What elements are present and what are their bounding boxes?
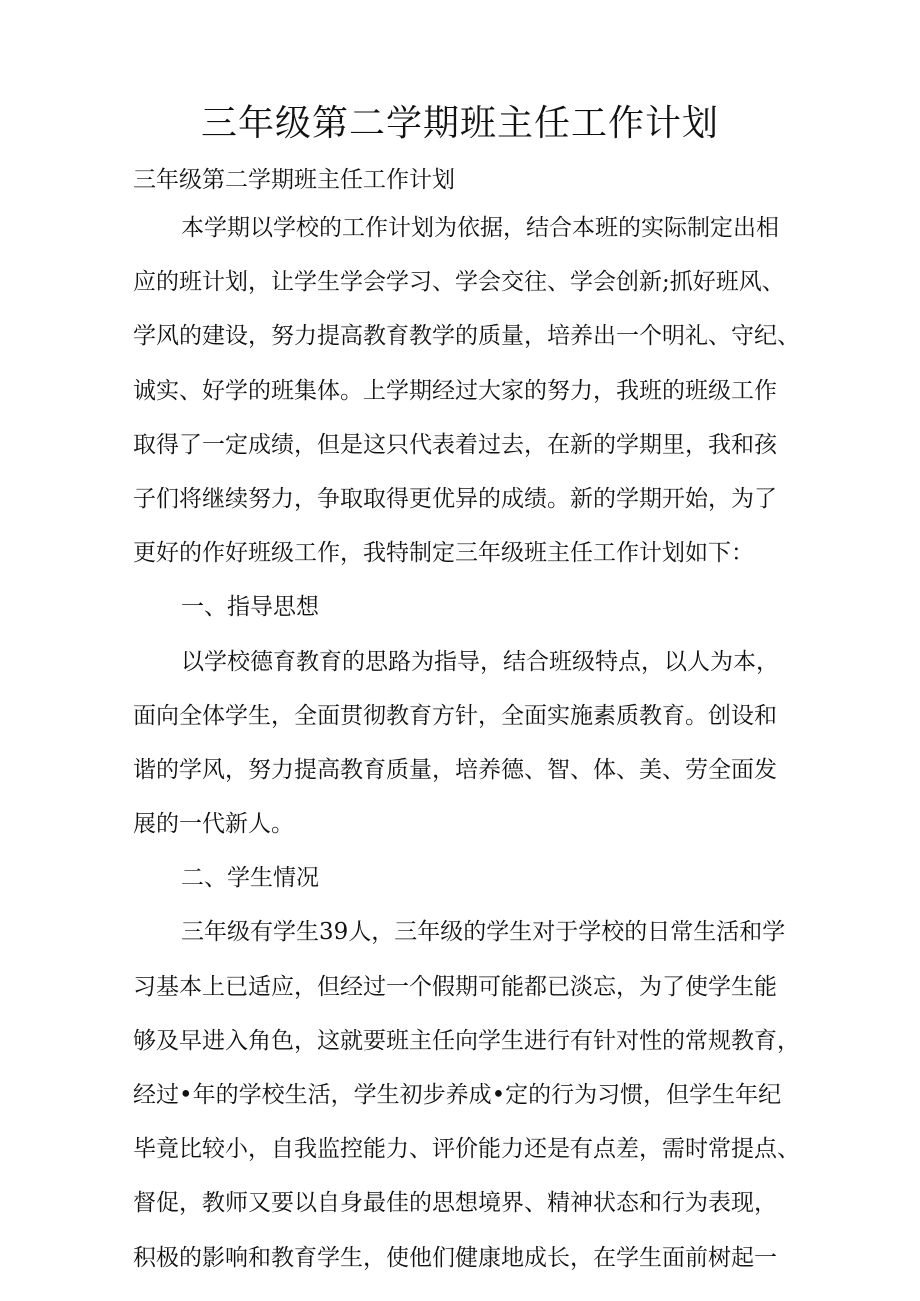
- text-line: 经过•年的学校生活，学生初步养成•定的行为习惯，但学生年纪: [133, 1082, 782, 1108]
- text-line: 督促，教师又要以自身最佳的思想境界、精神状态和行为表现，: [133, 1190, 777, 1217]
- text-line: 子们将继续努力，争取取得更优异的成绩。新的学期开始，为了: [133, 485, 777, 512]
- text-line: 学风的建设，努力提高教育教学的质量，培养出一个明礼、守纪、: [133, 323, 800, 350]
- document-subtitle: 三年级第二学期班主任工作计划: [133, 167, 455, 193]
- text-line: 诚实、好学的班集体。上学期经过大家的努力，我班的班级工作: [133, 377, 777, 404]
- text-line: 更好的作好班级工作，我特制定三年级班主任工作计划如下：: [133, 540, 754, 567]
- document-title: 三年级第二学期班主任工作计划: [200, 103, 719, 144]
- text-line: 习基本上已适应，但经过一个假期可能都已淡忘，为了使学生能: [133, 973, 777, 1000]
- document-body: [133, 208, 803, 1292]
- text-line: 展的一代新人。: [133, 811, 294, 838]
- text-line: 谐的学风，努力提高教育质量，培养德、智、体、美、劳全面发: [133, 756, 777, 783]
- text-line: 以学校德育教育的思路为指导，结合班级特点，以人为本，: [181, 648, 779, 675]
- text-line: 本学期以学校的工作计划为依据，结合本班的实际制定出相: [181, 215, 779, 241]
- text-line: 够及早进入角色，这就要班主任向学生进行有针对性的常规教育，: [133, 1027, 800, 1054]
- text-line: 积极的影响和教育学生，使他们健康地成长，在学生面前树起一: [133, 1244, 777, 1271]
- text-line: 取得了一定成绩，但是这只代表着过去，在新的学期里，我和孩: [133, 431, 777, 458]
- text-line: 应的班计划，让学生学会学习、学会交往、学会创新;抓好班风、: [133, 269, 785, 296]
- text-line: 毕竟比较小，自我监控能力、评价能力还是有点差，需时常提点、: [133, 1136, 800, 1163]
- section-heading-guiding-ideology: 一、指导思想: [181, 594, 319, 621]
- text-line: 面向全体学生，全面贯彻教育方针，全面实施素质教育。创设和: [133, 702, 777, 729]
- section-heading-student-situation: 二、学生情况: [181, 865, 319, 892]
- text-line: 三年级有学生39人，三年级的学生对于学校的日常生活和学: [181, 919, 786, 946]
